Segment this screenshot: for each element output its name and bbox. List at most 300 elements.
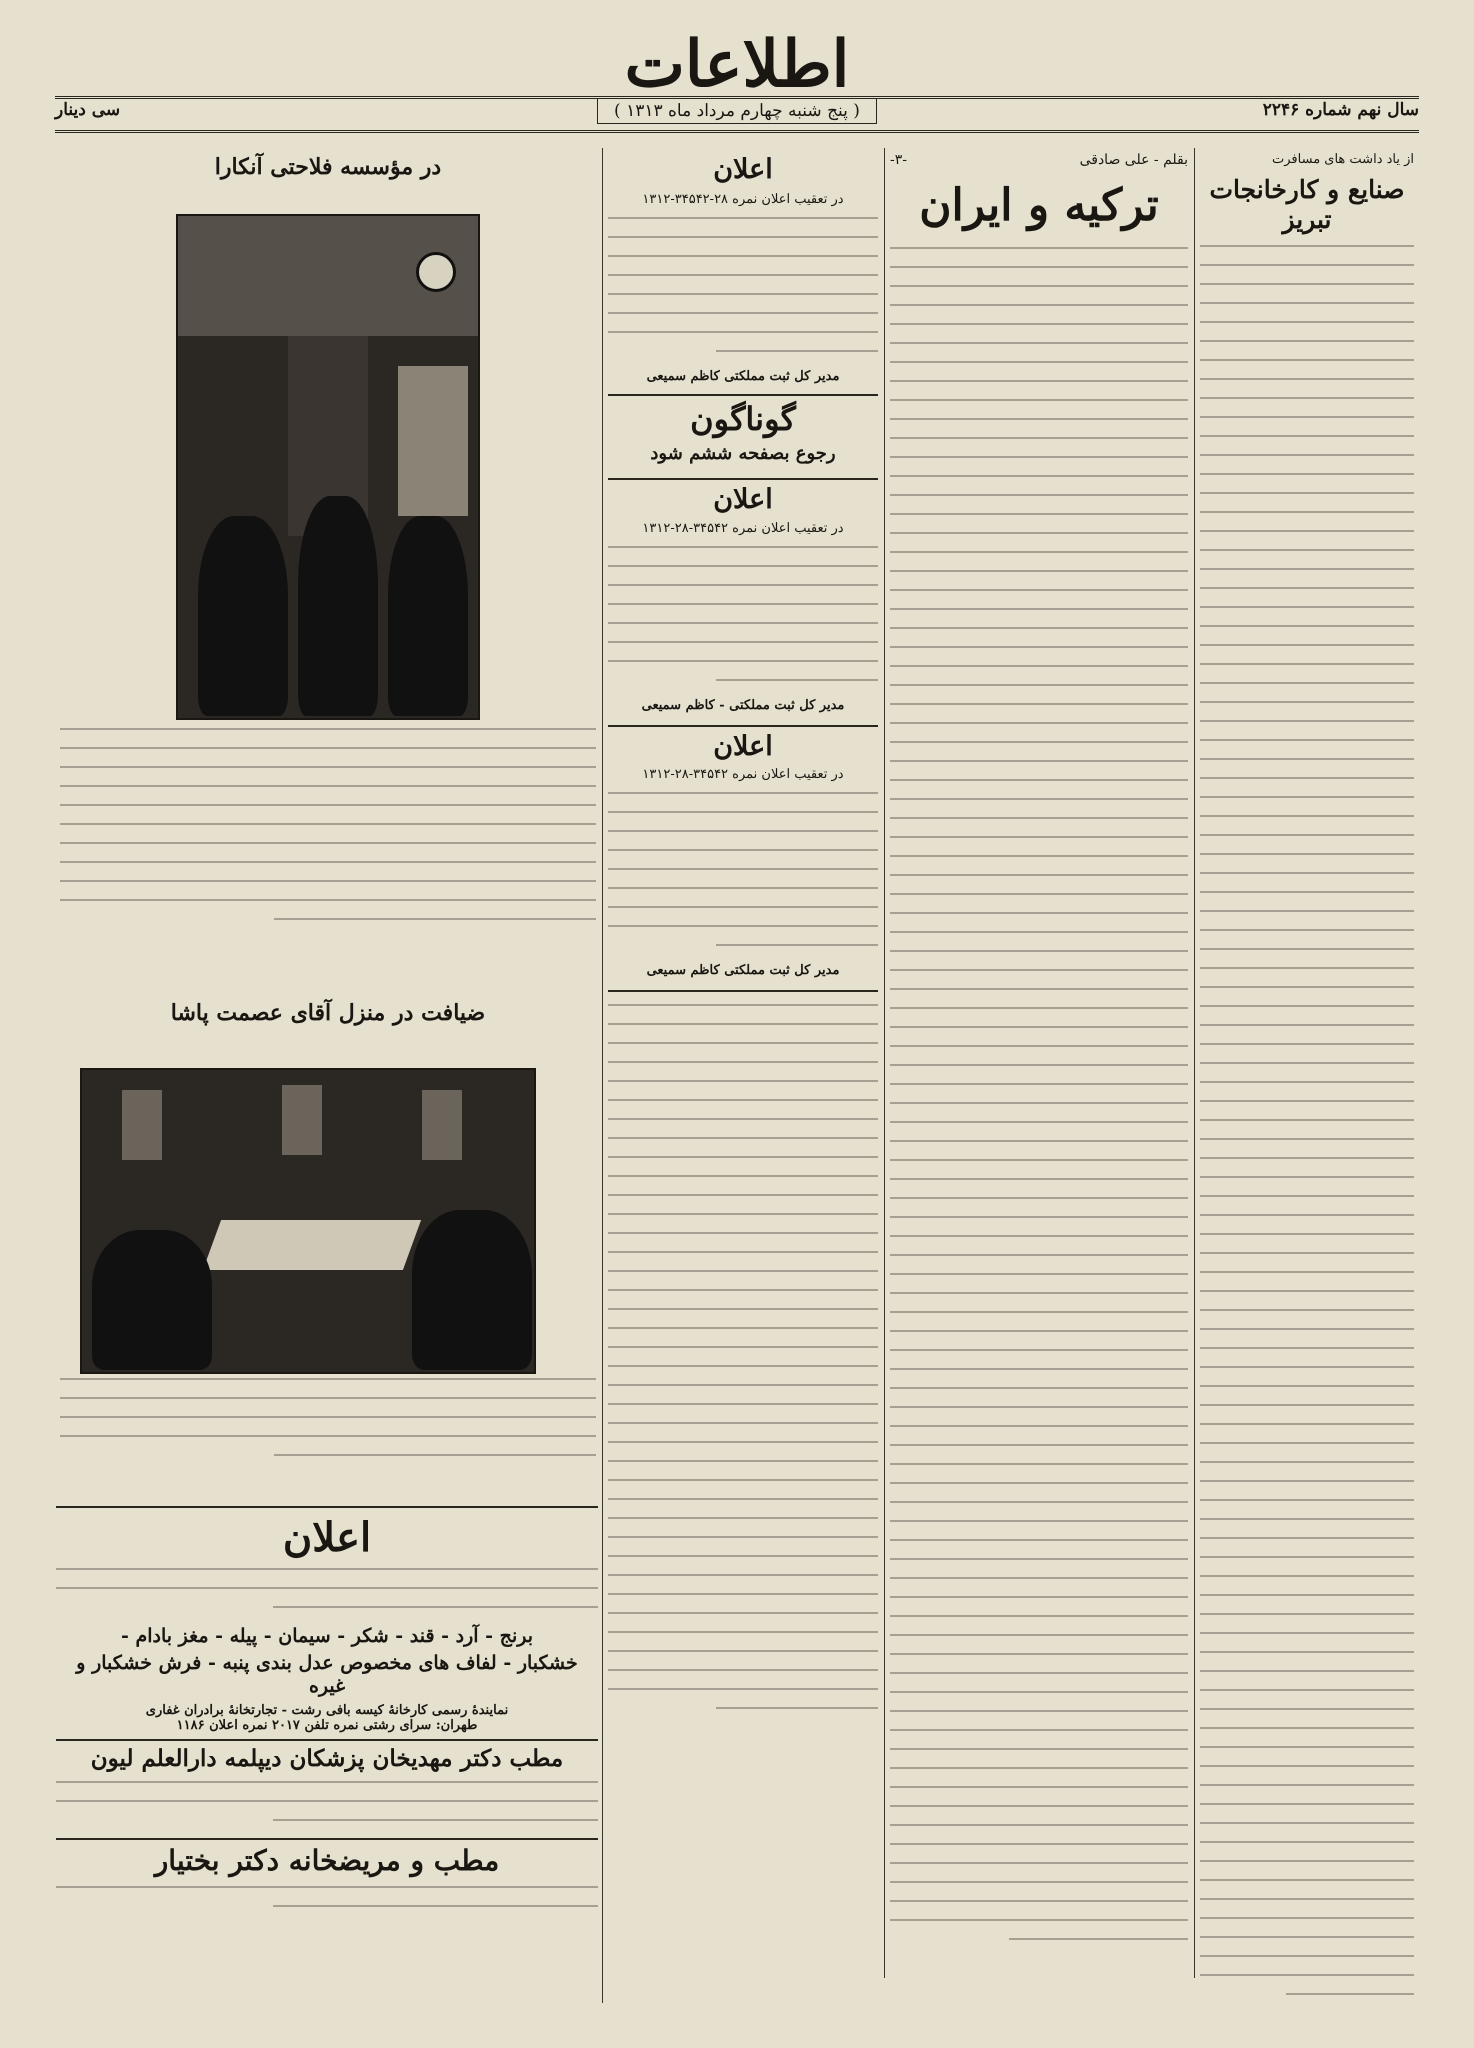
text-line-placeholder bbox=[890, 247, 1188, 249]
text-line-placeholder bbox=[1200, 1195, 1414, 1197]
text-line-placeholder bbox=[1200, 416, 1414, 418]
text-line-placeholder bbox=[1200, 1328, 1414, 1330]
text-line-placeholder bbox=[1200, 1879, 1414, 1881]
text-line-placeholder bbox=[1200, 967, 1414, 969]
text-line-placeholder bbox=[890, 1482, 1188, 1484]
photo-caption-title: در مؤسسه فلاحتی آنکارا bbox=[214, 154, 442, 180]
text-line-placeholder bbox=[716, 350, 878, 352]
text-line-placeholder bbox=[1200, 701, 1414, 703]
text-line-placeholder bbox=[1200, 1955, 1414, 1957]
text-line-placeholder bbox=[1200, 1043, 1414, 1045]
text-line-placeholder bbox=[608, 1441, 878, 1443]
text-line-placeholder bbox=[890, 1881, 1188, 1883]
text-line-placeholder bbox=[608, 584, 878, 586]
photo-caption-title: ضیافت در منزل آقای عصمت پاشا bbox=[170, 1000, 486, 1026]
text-line-placeholder bbox=[1200, 1290, 1414, 1292]
text-line-placeholder bbox=[890, 912, 1188, 914]
text-line-placeholder bbox=[608, 1232, 878, 1234]
text-line-placeholder bbox=[60, 899, 596, 901]
text-line-placeholder bbox=[273, 1905, 598, 1907]
text-line-placeholder bbox=[608, 925, 878, 927]
article-headline: ترکیه و ایران bbox=[919, 180, 1159, 231]
text-line-placeholder bbox=[890, 760, 1188, 762]
text-line-placeholder bbox=[56, 1781, 598, 1783]
text-line-placeholder bbox=[890, 551, 1188, 553]
column-2 bbox=[890, 148, 1188, 1957]
text-line-placeholder bbox=[1200, 245, 1414, 247]
text-line-placeholder bbox=[608, 274, 878, 276]
text-line-placeholder bbox=[608, 255, 878, 257]
text-line-placeholder bbox=[608, 1479, 878, 1481]
text-line-placeholder bbox=[608, 603, 878, 605]
text-line-placeholder bbox=[890, 1121, 1188, 1123]
text-line-placeholder bbox=[1200, 340, 1414, 342]
text-line-placeholder bbox=[890, 532, 1188, 534]
text-line-placeholder bbox=[890, 893, 1188, 895]
clinic-ad-title: مطب و مریضخانه دکتر بختیار bbox=[154, 1843, 500, 1877]
text-line-placeholder bbox=[890, 418, 1188, 420]
issue-line bbox=[55, 98, 1419, 128]
text-line-placeholder bbox=[1200, 1309, 1414, 1311]
text-line-placeholder bbox=[60, 747, 596, 749]
text-line-placeholder bbox=[1200, 1974, 1414, 1976]
text-line-placeholder bbox=[890, 1045, 1188, 1047]
text-line-placeholder bbox=[608, 1612, 878, 1614]
text-line-placeholder bbox=[608, 906, 878, 908]
text-line-placeholder bbox=[1200, 492, 1414, 494]
text-line-placeholder bbox=[608, 1175, 878, 1177]
text-line-placeholder bbox=[890, 1463, 1188, 1465]
text-line-placeholder bbox=[890, 1216, 1188, 1218]
text-line-placeholder bbox=[890, 475, 1188, 477]
text-line-placeholder bbox=[1200, 1461, 1414, 1463]
text-line-placeholder bbox=[890, 1349, 1188, 1351]
text-line-placeholder bbox=[1200, 435, 1414, 437]
text-line-placeholder bbox=[1200, 1670, 1414, 1672]
column-separator bbox=[1194, 148, 1195, 1978]
text-line-placeholder bbox=[890, 1444, 1188, 1446]
text-line-placeholder bbox=[1200, 815, 1414, 817]
text-line-placeholder bbox=[890, 1140, 1188, 1142]
text-line-placeholder bbox=[1200, 910, 1414, 912]
column-3 bbox=[608, 148, 878, 1726]
text-line-placeholder bbox=[608, 1688, 878, 1690]
photo-ankara-institute bbox=[176, 214, 480, 720]
text-line-placeholder bbox=[1200, 1537, 1414, 1539]
notice-title: اعلان bbox=[713, 730, 773, 762]
text-line-placeholder bbox=[890, 1064, 1188, 1066]
text-line-placeholder bbox=[56, 1568, 598, 1570]
text-line-placeholder bbox=[1200, 1119, 1414, 1121]
text-line-placeholder bbox=[1200, 1518, 1414, 1520]
text-line-placeholder bbox=[890, 1159, 1188, 1161]
text-line-placeholder bbox=[608, 1194, 878, 1196]
notice-title: اعلان bbox=[713, 154, 773, 185]
text-line-placeholder bbox=[890, 1672, 1188, 1674]
text-line-placeholder bbox=[1200, 1442, 1414, 1444]
text-line-placeholder bbox=[1200, 1556, 1414, 1558]
ad-title: اعلان bbox=[282, 1514, 372, 1561]
text-line-placeholder bbox=[1200, 473, 1414, 475]
text-line-placeholder bbox=[1200, 1404, 1414, 1406]
text-line-placeholder bbox=[890, 1767, 1188, 1769]
text-line-placeholder bbox=[608, 1156, 878, 1158]
series-label: از یاد داشت های مسافرت bbox=[1272, 152, 1414, 167]
text-line-placeholder bbox=[1200, 1062, 1414, 1064]
text-line-placeholder bbox=[1200, 1841, 1414, 1843]
section-note: رجوع بصفحه ششم شود bbox=[650, 442, 836, 464]
article-byline: بقلم - علی صادقی bbox=[1079, 152, 1188, 168]
text-line-placeholder bbox=[1200, 1860, 1414, 1862]
text-line-placeholder bbox=[608, 811, 878, 813]
text-line-placeholder bbox=[60, 842, 596, 844]
article-body-text bbox=[1200, 245, 1414, 1995]
text-line-placeholder bbox=[608, 1346, 878, 1348]
text-line-placeholder bbox=[60, 823, 596, 825]
text-line-placeholder bbox=[1200, 853, 1414, 855]
newspaper-title: اطلاعات bbox=[624, 27, 850, 102]
text-line-placeholder bbox=[608, 1042, 878, 1044]
text-line-placeholder bbox=[890, 1311, 1188, 1313]
text-line-placeholder bbox=[890, 1653, 1188, 1655]
text-line-placeholder bbox=[608, 1137, 878, 1139]
clinic-ad-title: مطب دکتر مهدیخان پزشکان دیپلمه دارالعلم لیون bbox=[90, 1745, 564, 1773]
text-line-placeholder bbox=[1200, 891, 1414, 893]
text-line-placeholder bbox=[1200, 1024, 1414, 1026]
text-line-placeholder bbox=[60, 804, 596, 806]
text-line-placeholder bbox=[608, 1004, 878, 1006]
photo-caption-text bbox=[60, 1378, 596, 1456]
text-line-placeholder bbox=[608, 1422, 878, 1424]
text-line-placeholder bbox=[1200, 302, 1414, 304]
article-body-text bbox=[608, 1004, 878, 1709]
photo-caption-text bbox=[60, 728, 596, 920]
text-line-placeholder bbox=[890, 1843, 1188, 1845]
text-line-placeholder bbox=[608, 1365, 878, 1367]
text-line-placeholder bbox=[608, 1308, 878, 1310]
text-line-placeholder bbox=[60, 766, 596, 768]
column-4-second bbox=[60, 1000, 596, 1026]
text-line-placeholder bbox=[1200, 530, 1414, 532]
text-line-placeholder bbox=[608, 1384, 878, 1386]
text-line-placeholder bbox=[890, 1083, 1188, 1085]
text-line-placeholder bbox=[890, 950, 1188, 952]
text-line-placeholder bbox=[890, 1406, 1188, 1408]
text-line-placeholder bbox=[890, 646, 1188, 648]
text-line-placeholder bbox=[890, 874, 1188, 876]
issue-number: سال نهم شماره ۲۲۴۶ bbox=[1262, 100, 1419, 120]
text-line-placeholder bbox=[60, 1378, 596, 1380]
text-line-placeholder bbox=[890, 589, 1188, 591]
text-line-placeholder bbox=[890, 1254, 1188, 1256]
text-line-placeholder bbox=[608, 1631, 878, 1633]
text-line-placeholder bbox=[890, 1748, 1188, 1750]
text-line-placeholder bbox=[1200, 606, 1414, 608]
text-line-placeholder bbox=[608, 641, 878, 643]
clinic-ad-text bbox=[56, 1886, 598, 1907]
text-line-placeholder bbox=[890, 1786, 1188, 1788]
text-line-placeholder bbox=[890, 1862, 1188, 1864]
text-line-placeholder bbox=[60, 1397, 596, 1399]
text-line-placeholder bbox=[1200, 1746, 1414, 1748]
text-line-placeholder bbox=[1200, 283, 1414, 285]
text-line-placeholder bbox=[1200, 587, 1414, 589]
text-line-placeholder bbox=[890, 1596, 1188, 1598]
text-line-placeholder bbox=[1200, 1214, 1414, 1216]
text-line-placeholder bbox=[890, 1558, 1188, 1560]
text-line-placeholder bbox=[1200, 644, 1414, 646]
text-line-placeholder bbox=[1200, 264, 1414, 266]
photo1-caption bbox=[60, 728, 596, 937]
text-line-placeholder bbox=[60, 861, 596, 863]
text-line-placeholder bbox=[890, 779, 1188, 781]
text-line-placeholder bbox=[890, 988, 1188, 990]
text-line-placeholder bbox=[1200, 1613, 1414, 1615]
text-line-placeholder bbox=[890, 1691, 1188, 1693]
text-line-placeholder bbox=[608, 1498, 878, 1500]
text-line-placeholder bbox=[890, 931, 1188, 933]
text-line-placeholder bbox=[608, 1327, 878, 1329]
text-line-placeholder bbox=[1200, 1632, 1414, 1634]
text-line-placeholder bbox=[608, 792, 878, 794]
text-line-placeholder bbox=[890, 665, 1188, 667]
text-line-placeholder bbox=[890, 1007, 1188, 1009]
column-4 bbox=[60, 148, 596, 190]
text-line-placeholder bbox=[890, 1501, 1188, 1503]
column-1 bbox=[1200, 148, 1414, 2012]
text-line-placeholder bbox=[608, 565, 878, 567]
text-line-placeholder bbox=[608, 217, 878, 219]
text-line-placeholder bbox=[1200, 834, 1414, 836]
text-line-placeholder bbox=[1200, 568, 1414, 570]
text-line-placeholder bbox=[1200, 1138, 1414, 1140]
notice-signature: مدیر کل ثبت مملکتی کاظم سمیعی bbox=[646, 369, 840, 385]
text-line-placeholder bbox=[890, 570, 1188, 572]
text-line-placeholder bbox=[608, 830, 878, 832]
text-line-placeholder bbox=[890, 285, 1188, 287]
text-line-placeholder bbox=[274, 1454, 596, 1456]
notice-reference: در تعقیب اعلان نمره ۳۴۵۴۲-۲۸-۱۳۱۲ bbox=[642, 767, 844, 783]
text-line-placeholder bbox=[890, 741, 1188, 743]
text-line-placeholder bbox=[1200, 1366, 1414, 1368]
text-line-placeholder bbox=[890, 513, 1188, 515]
text-line-placeholder bbox=[890, 1919, 1188, 1921]
text-line-placeholder bbox=[716, 944, 878, 946]
text-line-placeholder bbox=[716, 679, 878, 681]
text-line-placeholder bbox=[1200, 1575, 1414, 1577]
text-line-placeholder bbox=[1200, 1233, 1414, 1235]
text-line-placeholder bbox=[890, 1425, 1188, 1427]
text-line-placeholder bbox=[56, 1886, 598, 1888]
clinic-ad-text bbox=[56, 1781, 598, 1821]
text-line-placeholder bbox=[1200, 1689, 1414, 1691]
column-separator bbox=[884, 148, 885, 1978]
text-line-placeholder bbox=[890, 1026, 1188, 1028]
text-line-placeholder bbox=[1200, 682, 1414, 684]
text-line-placeholder bbox=[608, 1099, 878, 1101]
page-number: -۳- bbox=[890, 152, 907, 168]
text-line-placeholder bbox=[890, 494, 1188, 496]
text-line-placeholder bbox=[1200, 1936, 1414, 1938]
notice-title: اعلان bbox=[713, 484, 773, 516]
text-line-placeholder bbox=[1200, 720, 1414, 722]
text-line-placeholder bbox=[1200, 1100, 1414, 1102]
text-line-placeholder bbox=[608, 1517, 878, 1519]
text-line-placeholder bbox=[273, 1819, 598, 1821]
text-line-placeholder bbox=[890, 703, 1188, 705]
text-line-placeholder bbox=[1009, 1938, 1188, 1940]
text-line-placeholder bbox=[1200, 758, 1414, 760]
text-line-placeholder bbox=[890, 399, 1188, 401]
text-line-placeholder bbox=[890, 817, 1188, 819]
text-line-placeholder bbox=[890, 1710, 1188, 1712]
text-line-placeholder bbox=[890, 323, 1188, 325]
ad-address: طهران: سرای رشتی نمره تلفن ۲۰۱۷ نمره اعلان ۱۱۸۶ bbox=[176, 1718, 478, 1734]
text-line-placeholder bbox=[1200, 1765, 1414, 1767]
text-line-placeholder bbox=[890, 1615, 1188, 1617]
text-line-placeholder bbox=[1200, 511, 1414, 513]
bottom-ad-block bbox=[56, 1506, 598, 1924]
text-line-placeholder bbox=[716, 1707, 878, 1709]
text-line-placeholder bbox=[1200, 1385, 1414, 1387]
text-line-placeholder bbox=[1200, 948, 1414, 950]
text-line-placeholder bbox=[1200, 1157, 1414, 1159]
text-line-placeholder bbox=[890, 1577, 1188, 1579]
text-line-placeholder bbox=[1200, 454, 1414, 456]
text-line-placeholder bbox=[890, 456, 1188, 458]
text-line-placeholder bbox=[60, 880, 596, 882]
text-line-placeholder bbox=[1200, 549, 1414, 551]
text-line-placeholder bbox=[1200, 1499, 1414, 1501]
text-line-placeholder bbox=[1200, 1784, 1414, 1786]
text-line-placeholder bbox=[56, 1587, 598, 1589]
photo2-caption bbox=[60, 1378, 596, 1473]
text-line-placeholder bbox=[890, 627, 1188, 629]
text-line-placeholder bbox=[608, 1080, 878, 1082]
notice-signature: مدیر کل ثبت مملکتی - کاظم سمیعی bbox=[641, 697, 845, 713]
text-line-placeholder bbox=[608, 660, 878, 662]
text-line-placeholder bbox=[1200, 397, 1414, 399]
text-line-placeholder bbox=[1200, 1423, 1414, 1425]
text-line-placeholder bbox=[274, 918, 596, 920]
text-line-placeholder bbox=[1200, 986, 1414, 988]
issue-date: ( پنج شنبه چهارم مرداد ماه ۱۳۱۳ ) bbox=[597, 98, 877, 124]
text-line-placeholder bbox=[890, 608, 1188, 610]
text-line-placeholder bbox=[1200, 625, 1414, 627]
text-line-placeholder bbox=[890, 1197, 1188, 1199]
text-line-placeholder bbox=[890, 1539, 1188, 1541]
text-line-placeholder bbox=[608, 1650, 878, 1652]
text-line-placeholder bbox=[608, 293, 878, 295]
photo-banquet bbox=[80, 1068, 536, 1374]
text-line-placeholder bbox=[1200, 1081, 1414, 1083]
text-line-placeholder bbox=[608, 1536, 878, 1538]
text-line-placeholder bbox=[608, 1460, 878, 1462]
text-line-placeholder bbox=[890, 437, 1188, 439]
text-line-placeholder bbox=[60, 1435, 596, 1437]
ad-goods-line: خشکبار - لفاف های مخصوص عدل بندی پنبه - فرش خشکبار و غیره bbox=[76, 1651, 578, 1697]
text-line-placeholder bbox=[890, 855, 1188, 857]
ad-goods-line: برنج - آرد - قند - شکر - سیمان - پیله - مغز بادام - bbox=[120, 1625, 534, 1647]
text-line-placeholder bbox=[890, 1292, 1188, 1294]
text-line-placeholder bbox=[890, 266, 1188, 268]
text-line-placeholder bbox=[890, 1520, 1188, 1522]
text-line-placeholder bbox=[1200, 1898, 1414, 1900]
text-line-placeholder bbox=[890, 798, 1188, 800]
text-line-placeholder bbox=[56, 1800, 598, 1802]
text-line-placeholder bbox=[1200, 739, 1414, 741]
text-line-placeholder bbox=[890, 361, 1188, 363]
column-separator bbox=[602, 148, 603, 2003]
text-line-placeholder bbox=[1200, 1005, 1414, 1007]
text-line-placeholder bbox=[1200, 796, 1414, 798]
text-line-placeholder bbox=[608, 1669, 878, 1671]
text-line-placeholder bbox=[890, 1729, 1188, 1731]
text-line-placeholder bbox=[1200, 777, 1414, 779]
text-line-placeholder bbox=[60, 728, 596, 730]
text-line-placeholder bbox=[1200, 929, 1414, 931]
ad-body-text bbox=[56, 1568, 598, 1608]
text-line-placeholder bbox=[608, 331, 878, 333]
notice-reference: در تعقیب اعلان نمره ۲۸-۳۴۵۴۲-۱۳۱۲ bbox=[642, 192, 844, 208]
text-line-placeholder bbox=[608, 1555, 878, 1557]
text-line-placeholder bbox=[60, 785, 596, 787]
text-line-placeholder bbox=[890, 1235, 1188, 1237]
notice-reference: در تعقیب اعلان نمره ۳۴۵۴۲-۲۸-۱۳۱۲ bbox=[642, 520, 844, 536]
text-line-placeholder bbox=[608, 546, 878, 548]
text-line-placeholder bbox=[608, 1593, 878, 1595]
text-line-placeholder bbox=[890, 836, 1188, 838]
text-line-placeholder bbox=[1200, 1803, 1414, 1805]
text-line-placeholder bbox=[608, 1023, 878, 1025]
notice-body-text bbox=[608, 217, 878, 352]
text-line-placeholder bbox=[273, 1606, 598, 1608]
text-line-placeholder bbox=[1200, 1822, 1414, 1824]
text-line-placeholder bbox=[1200, 1727, 1414, 1729]
article-body-text bbox=[890, 247, 1188, 1940]
text-line-placeholder bbox=[60, 1416, 596, 1418]
text-line-placeholder bbox=[1200, 1347, 1414, 1349]
text-line-placeholder bbox=[890, 1387, 1188, 1389]
section-title: گوناگون bbox=[690, 400, 796, 439]
text-line-placeholder bbox=[1200, 872, 1414, 874]
notice-body-text bbox=[608, 546, 878, 681]
masthead-rule-bottom bbox=[55, 130, 1419, 133]
text-line-placeholder bbox=[608, 236, 878, 238]
text-line-placeholder bbox=[890, 722, 1188, 724]
issue-price: سی دینار bbox=[55, 100, 121, 120]
text-line-placeholder bbox=[1200, 1651, 1414, 1653]
text-line-placeholder bbox=[608, 887, 878, 889]
text-line-placeholder bbox=[608, 1403, 878, 1405]
text-line-placeholder bbox=[608, 868, 878, 870]
text-line-placeholder bbox=[1200, 1594, 1414, 1596]
text-line-placeholder bbox=[608, 1289, 878, 1291]
text-line-placeholder bbox=[1200, 378, 1414, 380]
text-line-placeholder bbox=[890, 1805, 1188, 1807]
text-line-placeholder bbox=[608, 1118, 878, 1120]
text-line-placeholder bbox=[890, 1634, 1188, 1636]
text-line-placeholder bbox=[890, 1824, 1188, 1826]
text-line-placeholder bbox=[608, 849, 878, 851]
text-line-placeholder bbox=[890, 1102, 1188, 1104]
text-line-placeholder bbox=[608, 1574, 878, 1576]
text-line-placeholder bbox=[1286, 1993, 1414, 1995]
text-line-placeholder bbox=[1200, 1252, 1414, 1254]
text-line-placeholder bbox=[890, 380, 1188, 382]
text-line-placeholder bbox=[608, 1251, 878, 1253]
article-headline: صنایع و کارخانجات تبریز bbox=[1209, 175, 1405, 234]
